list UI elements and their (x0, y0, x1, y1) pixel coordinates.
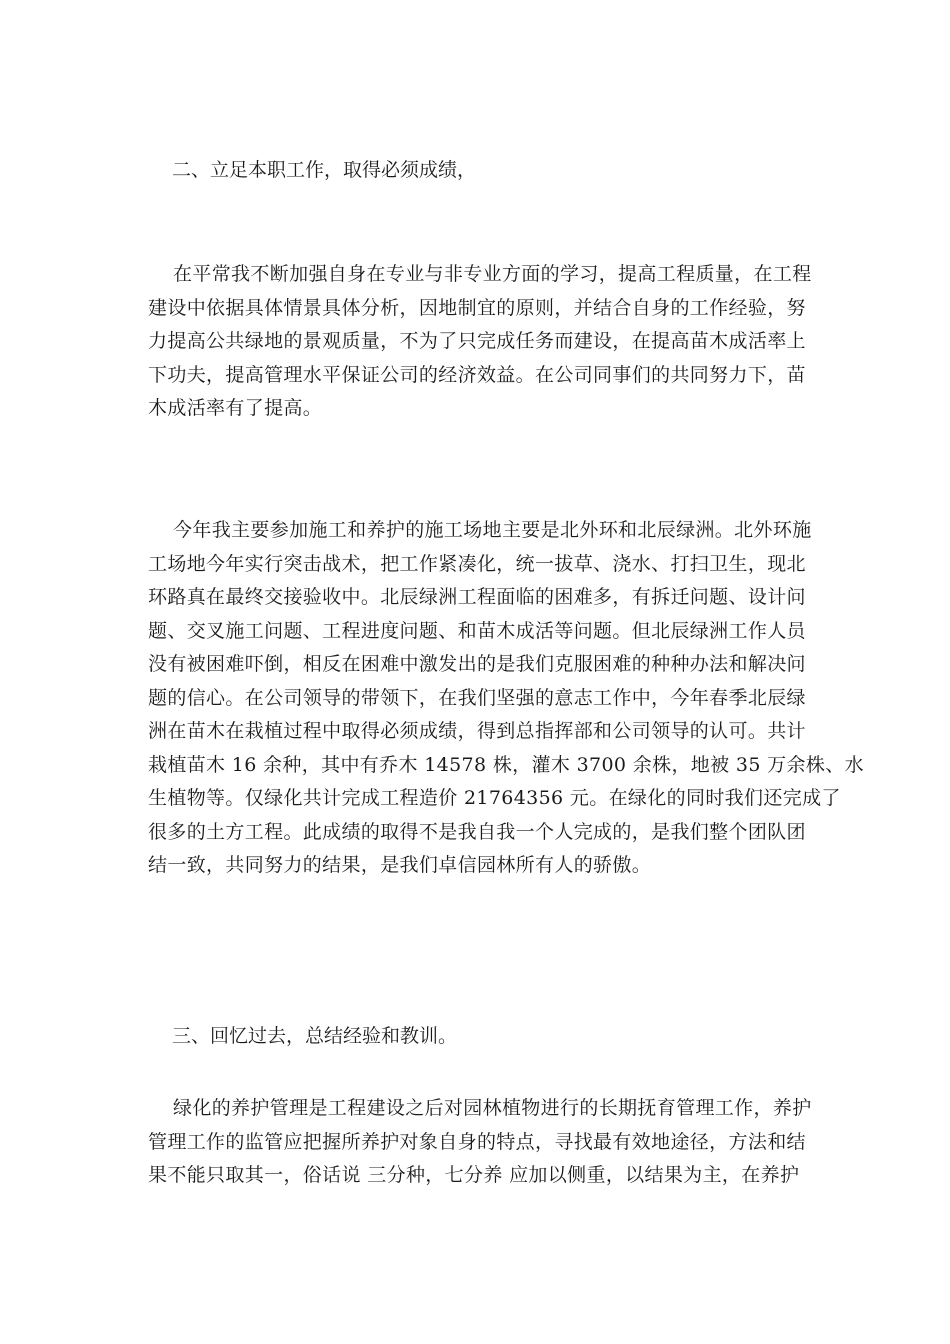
paragraph-line: 没有被困难吓倒，相反在困难中激发出的是我们克服困难的种种办法和解决问 (148, 653, 806, 675)
paragraph-line: 力提高公共绿地的景观质量，不为了只完成任务而建设，在提高苗木成活率上 (148, 330, 806, 352)
paragraph-2 (148, 514, 864, 883)
paragraph-line: 洲在苗木在栽植过程中取得必须成绩，得到总指挥部和公司领导的认可。共计 (148, 720, 806, 742)
paragraph-line: 果不能只取其一，俗话说 三分种，七分养 应加以侧重，以结果为主，在养护 (148, 1164, 800, 1186)
paragraph-line: 建设中依据具体情景具体分析，因地制宜的原则，并结合自身的工作经验，努 (148, 296, 806, 319)
paragraph-line: 结一致，共同努力的结果，是我们卓信园林所有人的骄傲。 (148, 854, 652, 876)
paragraph-1 (148, 258, 812, 426)
paragraph-line: 题的信心。在公司领导的带领下，在我们坚强的意志工作中，今年春季北辰绿 (148, 686, 806, 709)
paragraph-line: 环路真在最终交接验收中。北辰绿洲工程面临的困难多，有拆迁问题、设计问 (148, 586, 806, 608)
paragraph-line: 生植物等。仅绿化共计完成工程造价 21764356 元。在绿化的同时我们还完成了 (148, 787, 841, 809)
paragraph-line: 题、交叉施工问题、工程进度问题、和苗木成活等问题。但北辰绿洲工作人员 (148, 619, 806, 642)
paragraph-line: 管理工作的监管应把握所养护对象自身的特点，寻找最有效地途径，方法和结 (148, 1130, 806, 1153)
paragraph-line: 木成活率有了提高。 (148, 397, 323, 419)
paragraph-line: 很多的土方工程。此成绩的取得不是我自我一个人完成的，是我们整个团队团 (148, 820, 806, 843)
paragraph-line: 工场地今年实行突击战术，把工作紧凑化，统一拔草、浇水、打扫卫生，现北 (148, 552, 806, 575)
paragraph-line: 栽植苗木 16 余种，其中有乔木 14578 株，灌木 3700 余株，地被 35 万余株、水 (148, 753, 864, 776)
paragraph-line: 绿化的养护管理是工程建设之后对园林植物进行的长期抚育管理工作，养护 (173, 1097, 812, 1119)
section-heading-3: 三、回忆过去，总结经验和教训。 (172, 1025, 458, 1047)
paragraph-3 (148, 1092, 812, 1193)
paragraph-line: 今年我主要参加施工和养护的施工场地主要是北外环和北辰绿洲。北外环施 (173, 519, 812, 541)
section-heading-2: 二、立足本职工作，取得必须成绩， (172, 159, 477, 181)
paragraph-line: 下功夫，提高管理水平保证公司的经济效益。在公司同事们的共同努力下，苗 (148, 363, 806, 386)
paragraph-line: 在平常我不断加强自身在专业与非专业方面的学习，提高工程质量，在工程 (173, 263, 812, 285)
